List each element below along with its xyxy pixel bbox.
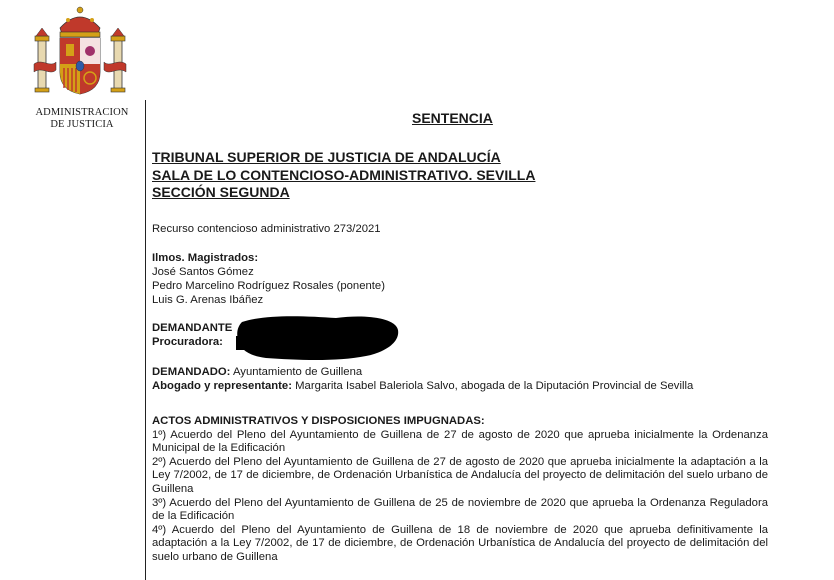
acto-1: 1º) Acuerdo del Pleno del Ayuntamiento de Guillena de 27 de agosto de 2020 que aprueba inicialmente la Ordenanza Municipal de la Edificación: [152, 428, 768, 455]
acto-4: 4º) Acuerdo del Pleno del Ayuntamiento de Guillena de 18 de noviembre de 2020 que aprueba definitivamente la adaptación a la Ley 7/2002, de 17 de diciembre, de Ordenación Urbanística de Andalucía del proyecto de delimitación del suelo urbano de Guillena: [152, 523, 768, 563]
court-line-2: SALA DE LO CONTENCIOSO-ADMINISTRATIVO. SEVILLA: [152, 166, 536, 183]
procuradora-label: Procuradora:: [152, 336, 223, 348]
demandante-label: DEMANDANTE: [152, 322, 233, 334]
demandado-line: [152, 366, 362, 378]
redaction-mark: [236, 312, 400, 362]
demandado-label: DEMANDADO:: [152, 366, 231, 378]
institution-name: [20, 107, 144, 131]
acto-3: 3º) Acuerdo del Pleno del Ayuntamiento de Guillena de 25 de noviembre de 2020 que aprueba la Ordenanza Reguladora de la Edificación: [152, 496, 768, 523]
abogado-label: Abogado y representante:: [152, 380, 292, 392]
acto-2: 2º) Acuerdo del Pleno del Ayuntamiento de Guillena de 27 de agosto de 2020 que aprueba inicialmente la adaptación a la Ley 7/2002, de 17 de diciembre, de Ordenación Urbanística de Andalucía del proyecto de delimitación del suelo urbano de Guillena: [152, 455, 768, 495]
left-pillar: [35, 28, 49, 92]
margin-rule: [145, 100, 146, 580]
demandado-value: Ayuntamiento de Guillena: [230, 366, 363, 378]
institution-line-2: DE JUSTICIA: [50, 119, 114, 130]
right-pillar: [111, 28, 125, 92]
actos-header: ACTOS ADMINISTRATIVOS Y DISPOSICIONES IMPUGNADAS:: [152, 415, 485, 427]
crown-icon: [60, 7, 100, 37]
document-title: SENTENCIA: [412, 110, 493, 126]
magistrado-2: Pedro Marcelino Rodríguez Rosales (ponente): [152, 280, 385, 292]
abogado-line: [152, 380, 693, 392]
court-heading: [152, 149, 535, 202]
magistrados-label: Ilmos. Magistrados:: [152, 252, 259, 264]
actos-impugnados: [152, 415, 768, 565]
magistrado-3: Luis G. Arenas Ibáñez: [152, 294, 264, 306]
institution-line-1: ADMINISTRACION: [35, 107, 129, 118]
recurso-number: Recurso contencioso administrativo 273/2021: [152, 223, 381, 235]
coat-of-arms-icon: [30, 2, 130, 98]
magistrado-1: José Santos Gómez: [152, 266, 254, 278]
court-line-3: SECCIÓN SEGUNDA: [152, 184, 290, 200]
court-line-1: TRIBUNAL SUPERIOR DE JUSTICIA DE ANDALUCÍA: [152, 149, 501, 165]
shield-icon: [60, 38, 100, 94]
abogado-value: Margarita Isabel Baleriola Salvo, abogada de la Diputación Provincial de Sevilla: [291, 380, 694, 392]
